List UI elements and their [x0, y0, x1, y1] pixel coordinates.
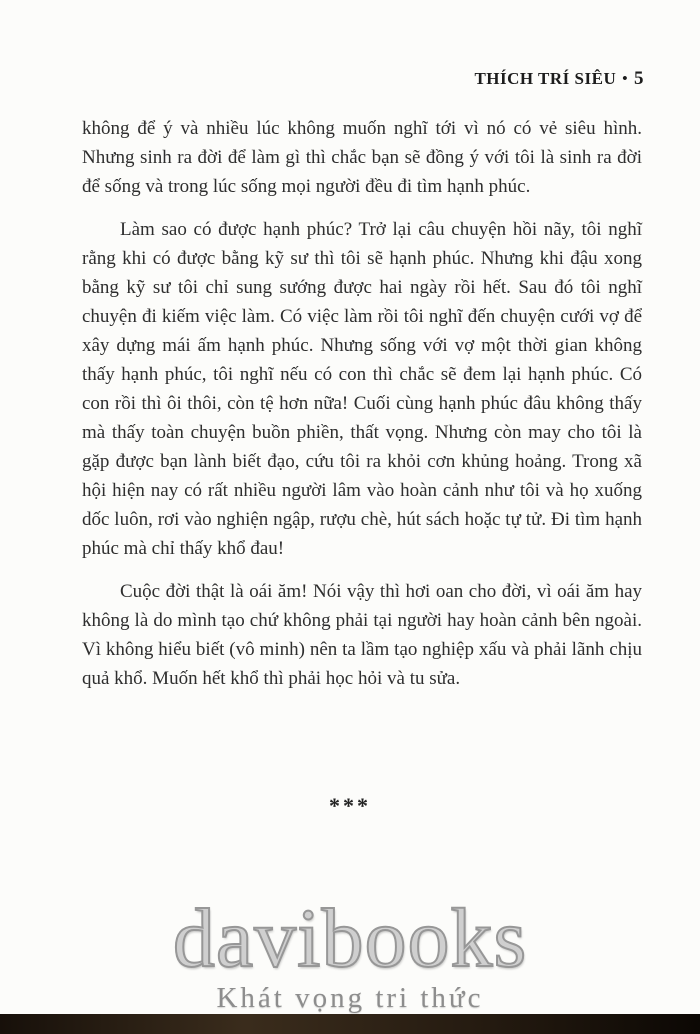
bottom-scan-bar — [0, 1014, 700, 1034]
page-number: 5 — [634, 68, 644, 89]
page-header — [82, 68, 644, 90]
section-separator: *** — [329, 793, 371, 818]
body-text — [82, 114, 642, 693]
running-title: THÍCH TRÍ SIÊU — [474, 69, 617, 88]
header-separator-dot: • — [622, 71, 628, 87]
davibooks-logo: davibooks — [172, 892, 528, 985]
paragraph-continued: không để ý và nhiều lúc không muốn nghĩ tới vì nó có vẻ siêu hình. Nhưng sinh ra đời để làm gì thì chắc bạn sẽ đồng ý với tôi là sinh ra đời để sống và trong lúc sống mọi người đều đi tìm hạnh phúc. — [82, 118, 642, 197]
paragraph: Làm sao có được hạnh phúc? Trở lại câu chuyện hồi nãy, tôi nghĩ rằng khi có được bằng kỹ sư thì tôi sẽ hạnh phúc. Nhưng khi đậu xong bằng kỹ sư tôi chỉ sung sướng được hai ngày rồi hết. Sau đó tôi nghĩ chuyện đi kiếm việc làm. Có việc làm rồi tôi nghĩ đến chuyện cưới vợ để xây dựng mái ấm hạnh phúc. Nhưng sống với vợ một thời gian không thấy hạnh phúc, tôi nghĩ nếu có con thì chắc sẽ đem lại hạnh phúc. Có con rồi thì ôi thôi, còn tệ hơn nữa! Cuối cùng hạnh phúc đâu không thấy mà thấy toàn chuyện buồn phiền, thất vọng. Nhưng còn may cho tôi là gặp được bạn lành biết đạo, cứu tôi ra khỏi cơn khủng hoảng. Trong xã hội hiện nay có rất nhiều người lâm vào hoàn cảnh như tôi và họ xuống dốc luôn, rơi vào nghiện ngập, rượu chè, hút sách hoặc tự tử. Đi tìm hạnh phúc mà chỉ thấy khổ đau! — [82, 219, 642, 559]
watermark-tagline: Khát vọng tri thức — [216, 982, 484, 1014]
paragraph: Cuộc đời thật là oái ăm! Nói vậy thì hơi oan cho đời, vì oái ăm hay không là do mình tạo chứ không phải tại người hay hoàn cảnh bên ngoài. Vì không hiểu biết (vô minh) nên ta lầm tạo nghiệp xấu và phải lãnh chịu quả khổ. Muốn hết khổ thì phải học hỏi và tu sửa. — [82, 581, 642, 689]
publisher-watermark — [0, 892, 700, 1014]
